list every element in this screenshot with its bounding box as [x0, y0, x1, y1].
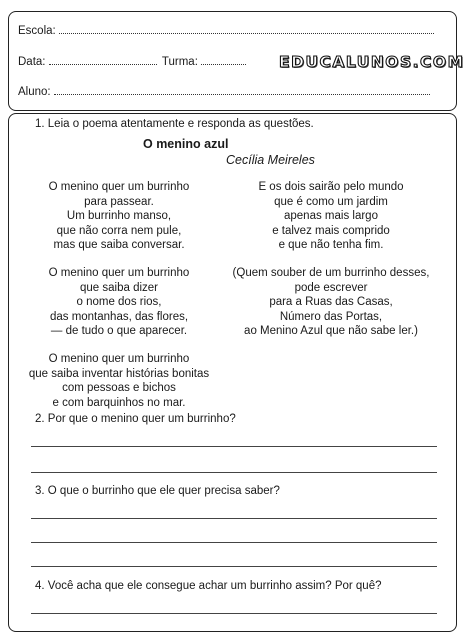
verse: que saiba inventar histórias bonitas: [28, 367, 210, 380]
verse: O menino quer um burrinho: [48, 266, 190, 279]
student-label: Aluno:: [18, 86, 51, 98]
verse: (Quem souber de um burrinho desses,: [232, 266, 430, 279]
school-field[interactable]: [59, 23, 434, 34]
answer-line[interactable]: [31, 542, 437, 543]
question-4: 4. Você acha que ele consegue achar um burrinho assim? Por quê?: [35, 580, 382, 592]
stanza: [225, 180, 437, 253]
verse: para passear.: [84, 195, 154, 208]
stanza: [225, 266, 437, 339]
answer-line[interactable]: [31, 566, 437, 567]
verse: e que não tenha fim.: [278, 239, 384, 252]
verse: com pessoas e bichos: [62, 382, 176, 395]
verse: o nome dos rios,: [76, 296, 162, 309]
poem-author: Cecília Meireles: [226, 153, 315, 167]
verse: O menino quer um burrinho: [48, 352, 190, 365]
answer-line[interactable]: [31, 446, 437, 447]
verse: Número das Portas,: [279, 310, 383, 323]
educalunos-logo: EDUCALUNOS.COM: [279, 53, 465, 71]
question-2: 2. Por que o menino quer um burrinho?: [35, 413, 236, 425]
verse: Um burrinho manso,: [66, 210, 172, 223]
date-row: [18, 54, 246, 68]
class-label: Turma:: [161, 56, 198, 68]
verse: E os dois sairão pelo mundo: [258, 181, 404, 193]
date-label: Data:: [18, 56, 46, 68]
verse: O menino quer um burrinho: [48, 181, 190, 193]
verse: que não corra nem pule,: [56, 224, 182, 237]
answer-line[interactable]: [31, 472, 437, 473]
header-box: [8, 11, 465, 111]
answer-line[interactable]: [31, 518, 437, 519]
school-label: Escola:: [18, 25, 56, 37]
verse: que é como um jardim: [274, 195, 388, 208]
verse: e talvez mais comprido: [272, 224, 390, 237]
stanza: [27, 266, 211, 339]
poem-right-column: [225, 180, 437, 339]
verse: que saiba dizer: [80, 281, 158, 294]
instruction-text: 1. Leia o poema atentamente e responda as questões.: [35, 118, 314, 130]
student-field[interactable]: [54, 84, 430, 95]
verse: das montanhas, das flores,: [49, 310, 189, 323]
verse: e com barquinhos no mar.: [52, 396, 186, 409]
verse: — de tudo o que aparecer.: [50, 325, 188, 338]
school-row: [18, 23, 434, 37]
poem-left-column: [27, 180, 211, 410]
poem-title: O menino azul: [143, 137, 229, 151]
date-field[interactable]: [49, 54, 157, 65]
stanza: [27, 352, 211, 410]
verse: para a Ruas das Casas,: [269, 296, 393, 309]
verse: mas que saiba conversar.: [53, 239, 185, 252]
stanza: [27, 180, 211, 253]
verse: pode escrever: [294, 281, 368, 294]
student-row: [18, 84, 430, 98]
verse: ao Menino Azul que não sabe ler.): [244, 325, 418, 338]
class-field[interactable]: [201, 54, 246, 65]
answer-line[interactable]: [31, 613, 437, 614]
question-3: 3. O que o burrinho que ele quer precisa saber?: [35, 485, 280, 497]
verse: apenas mais largo: [284, 210, 378, 223]
